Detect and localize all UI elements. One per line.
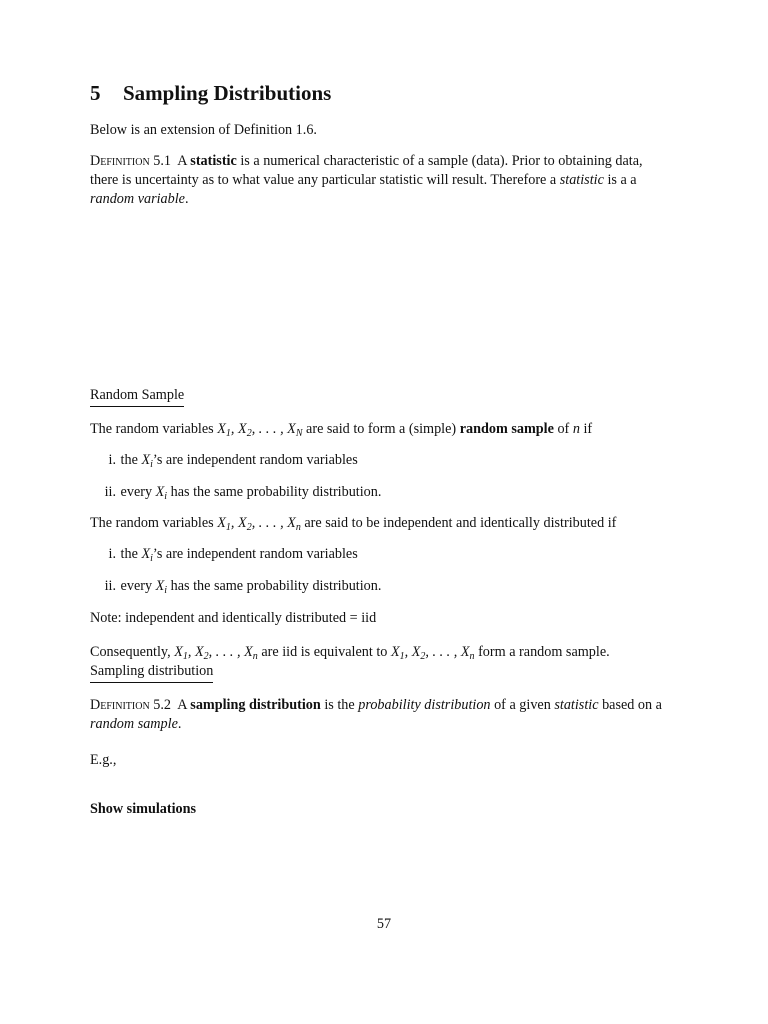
consequently-pre: Consequently, <box>90 644 171 660</box>
definition-end: . <box>184 191 189 207</box>
definition-term-italic-2: random variable <box>90 191 185 207</box>
iid-post: are said to be independent and identically distributed if <box>304 515 617 531</box>
consequently-post: form a random sample. <box>478 644 610 660</box>
list-item <box>90 545 670 564</box>
definition-end: . <box>177 716 182 732</box>
list-post: has the same probability distribution. <box>170 484 382 500</box>
definition-5-1 <box>90 152 670 209</box>
list-pre: the <box>120 546 138 562</box>
list-post: ’s are independent random variables <box>152 546 358 562</box>
list-marker: i. <box>108 452 116 468</box>
math-x1-xn: $X_1$, $X_2$, . . . , $X_n$ <box>217 515 301 533</box>
math-xi: $X_i$ <box>141 452 153 470</box>
eg-paragraph: E.g., <box>90 752 117 768</box>
definition-term: statistic <box>190 153 237 169</box>
list-marker: i. <box>108 546 116 562</box>
section-title <box>90 80 670 106</box>
sampling-heading-wrap <box>90 662 670 683</box>
definition-italic-2: statistic <box>554 697 599 713</box>
list-item <box>90 451 670 470</box>
definition-5-2 <box>90 696 670 734</box>
list-pre: the <box>120 452 138 468</box>
definition-text-2: is a a <box>607 172 637 188</box>
section-number: 5 <box>90 81 101 105</box>
definition-italic-3: random sample <box>90 716 178 732</box>
list-pre: every <box>120 484 153 500</box>
random-sample-heading: Random Sample <box>90 386 184 407</box>
rs-of: of <box>557 421 570 437</box>
list-item <box>90 577 670 596</box>
list-marker: ii. <box>104 578 116 594</box>
random-sample-definition <box>90 420 670 439</box>
definition-number: 5.2 <box>153 697 171 713</box>
sampling-distribution-heading: Sampling distribution <box>90 662 213 683</box>
definition-number: 5.1 <box>153 153 171 169</box>
definition-text-1: is the <box>324 697 355 713</box>
rs-bold-term: random sample <box>459 421 554 437</box>
definition-term: sampling distribution <box>190 697 321 713</box>
definition-lead: A <box>177 697 187 713</box>
math-xi: $X_i$ <box>155 578 168 596</box>
definition-label: Definition <box>90 697 150 713</box>
definition-label: Definition <box>90 153 150 169</box>
consequently-paragraph <box>90 643 670 662</box>
section-title-text: Sampling Distributions <box>123 81 332 105</box>
show-simulations: Show simulations <box>90 801 197 817</box>
list-marker: ii. <box>104 484 116 500</box>
math-x1-xN: $X_1$, $X_2$, . . . , $X_N$ <box>217 421 303 439</box>
list-post: has the same probability distribution. <box>170 578 382 594</box>
list-post: ’s are independent random variables <box>152 452 358 468</box>
page-number: 57 <box>376 916 392 932</box>
math-x1-xn: $X_1$, $X_2$, . . . , $X_n$ <box>390 644 475 662</box>
definition-text-3: based on a <box>602 697 662 713</box>
definition-text-1: is a numerical characteristic of a sample (data). Prior to obtaining data, there is uncertainty as to what value any particular statistic will result. Therefore a <box>90 153 643 188</box>
math-xi: $X_i$ <box>141 546 153 564</box>
list-pre: every <box>120 578 153 594</box>
note-paragraph: Note: independent and identically distributed = iid <box>90 610 377 626</box>
iid-pre: The random variables <box>90 515 214 531</box>
consequently-mid: are iid is equivalent to <box>261 644 388 660</box>
math-n: n <box>572 421 580 437</box>
rs-if: if <box>583 421 593 437</box>
definition-text-2: of a given <box>494 697 551 713</box>
definition-lead: A <box>177 153 187 169</box>
rs-post: are said to form a (simple) <box>306 421 457 437</box>
math-xi: $X_i$ <box>155 484 168 502</box>
iid-definition <box>90 514 670 533</box>
definition-term-italic: statistic <box>559 172 604 188</box>
random-sample-heading-wrap <box>90 386 670 407</box>
definition-italic-1: probability distribution <box>358 697 491 713</box>
math-x1-xn: $X_1$, $X_2$, . . . , $X_n$ <box>174 644 258 662</box>
rs-pre: The random variables <box>90 421 214 437</box>
intro-paragraph: Below is an extension of Definition 1.6. <box>90 122 317 138</box>
list-item <box>90 483 670 502</box>
